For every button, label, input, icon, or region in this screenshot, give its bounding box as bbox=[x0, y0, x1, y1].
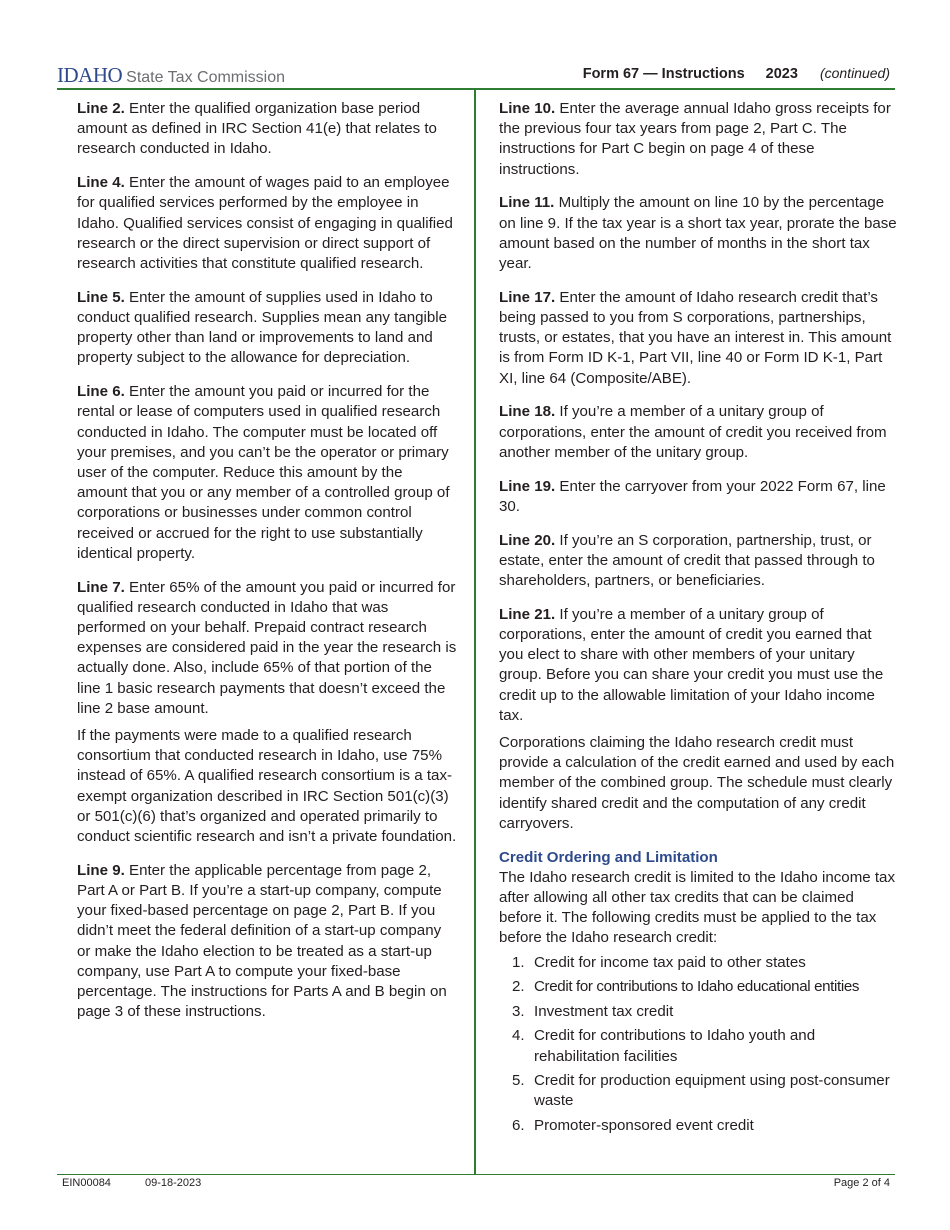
instruction-line-11: Line 11. Multiply the amount on line 10 by the percentage on line 9. If the tax year is a short tax year, prorate the base amount based on the number of months in the short tax year. bbox=[499, 194, 897, 273]
instruction-line-6: Line 6. Enter the amount you paid or incurred for the rental or lease of computers used in qualified research conducted in Idaho. The computer must be located off your premises, and you can’t be the operator or primary user of the computer. Reduce this amount by the amount that you or any member of a controlled group of corporations or businesses under common control received or accrued for the right to use substantially identical property. bbox=[77, 383, 450, 562]
footer-divider bbox=[57, 1174, 895, 1175]
instruction-line-5: Line 5. Enter the amount of supplies used in Idaho to conduct qualified research. Supplies mean any tangible property other than land or improvements to land and property subject to the allowance for depreciation. bbox=[77, 288, 448, 367]
agency-logo bbox=[57, 63, 285, 88]
list-item: 6. Promoter-sponsored event credit bbox=[512, 1117, 754, 1135]
instruction-line-20: Line 20. If you’re an S corporation, partnership, trust, or estate, enter the amount of credit that passed through to shareholders, partners, or beneficiaries. bbox=[499, 531, 875, 590]
continued-label: (continued) bbox=[819, 65, 890, 81]
instruction-line-7-consortium: If the payments were made to a qualified research consortium that conducted research in Idaho, use 75% instead of 65%. A qualified research consortium is a tax-exempt organization described in IRC Section 501(c)(3) or 501(c)(6) that’s organized and operated primarily to conduct scientific research and isn’t a private foundation. bbox=[77, 727, 457, 846]
form-code: EIN00084 bbox=[62, 1177, 111, 1189]
agency-name: State Tax Commission bbox=[126, 69, 286, 86]
revision-date: 09-18-2023 bbox=[145, 1177, 202, 1189]
list-item: 4. Credit for contributions to Idaho youth and rehabilitation facilities bbox=[512, 1027, 816, 1065]
section-intro: The Idaho research credit is limited to the Idaho income tax after allowing all other tax credits that can be claimed before it. The following credits must be applied to the tax before the Idaho research credit: bbox=[499, 868, 895, 947]
credit-order-list bbox=[499, 953, 897, 1137]
right-column bbox=[499, 99, 897, 1141]
instruction-line-21: Line 21. If you’re a member of a unitary group of corporations, enter the amount of credit you earned that you elect to share with other members of your unitary group. Before you can share your credit you must use the credit up to the allowable limitation of your Idaho income tax. bbox=[499, 605, 884, 724]
instruction-line-18: Line 18. If you’re a member of a unitary group of corporations, enter the amount of credit you received from another member of the unitary group. bbox=[499, 403, 887, 461]
list-item: 5. Credit for production equipment using post-consumer waste bbox=[512, 1072, 890, 1110]
instruction-line-19: Line 19. Enter the carryover from your 2022 Form 67, line 30. bbox=[499, 477, 886, 515]
list-item: 3. Investment tax credit bbox=[512, 1002, 674, 1020]
header-divider bbox=[57, 88, 895, 90]
instruction-line-17: Line 17. Enter the amount of Idaho research credit that’s being passed to you from S corporations, partnerships, trusts, or estates, that you have an interest in. This amount is from Form ID K-1, Part VII, line 40 or Form ID K-1, Part XI, line 64 (Composite/ABE). bbox=[499, 288, 892, 387]
combined-group-note: Corporations claiming the Idaho research credit must provide a calculation of the credit earned and used by each member of the combined group. The schedule must clearly identify shared credit and the computation of any credit carryovers. bbox=[499, 734, 895, 832]
list-item: 1. Credit for income tax paid to other states bbox=[512, 953, 806, 971]
page-header bbox=[0, 0, 950, 90]
form-title: Form 67 — Instructions bbox=[582, 66, 745, 82]
section-heading: Credit Ordering and Limitation bbox=[499, 848, 718, 866]
instruction-line-4: Line 4. Enter the amount of wages paid to an employee for qualified services performed by the employee in Idaho. Qualified services consist of engaging in qualified research or the direct supervision or direct support of research activities that constitute qualified research. bbox=[77, 174, 453, 273]
instruction-line-9: Line 9. Enter the applicable percentage from page 2, Part A or Part B. If you’re a start-up company, compute your fixed-based percentage on page 2, Part B. If you didn’t meet the federal definition of a start-up company or make the Idaho election to be treated as a start-up company, use Part A to compute your fixed-base percentage. The instructions for Parts A and B begin on page 3 of these instructions. bbox=[77, 861, 447, 1021]
left-column bbox=[77, 99, 457, 1036]
form-year: 2023 bbox=[765, 66, 798, 82]
list-item: 2. Credit for contributions to Idaho educational entities bbox=[512, 978, 860, 996]
instruction-line-7: Line 7. Enter 65% of the amount you paid or incurred for qualified research conducted in Idaho that was performed on your behalf. Prepaid contract research expenses are considered paid in the year the research is actually done. Also, include 65% of that portion of the line 1 basic research payments that doesn’t exceed the line 2 base amount. bbox=[77, 578, 457, 717]
form-header-info bbox=[583, 65, 890, 82]
column-divider bbox=[474, 90, 476, 1174]
idaho-wordmark: IDAHO bbox=[57, 63, 123, 87]
instruction-line-2: Line 2. Enter the qualified organization base period amount as defined in IRC Section 41(e) that relates to research conducted in Idaho. bbox=[77, 100, 437, 158]
page-number: Page 2 of 4 bbox=[833, 1177, 890, 1189]
instruction-line-10: Line 10. Enter the average annual Idaho gross receipts for the previous four tax years from page 2, Part C. The instructions for Part C begin on page 4 of these instructions. bbox=[499, 100, 891, 178]
